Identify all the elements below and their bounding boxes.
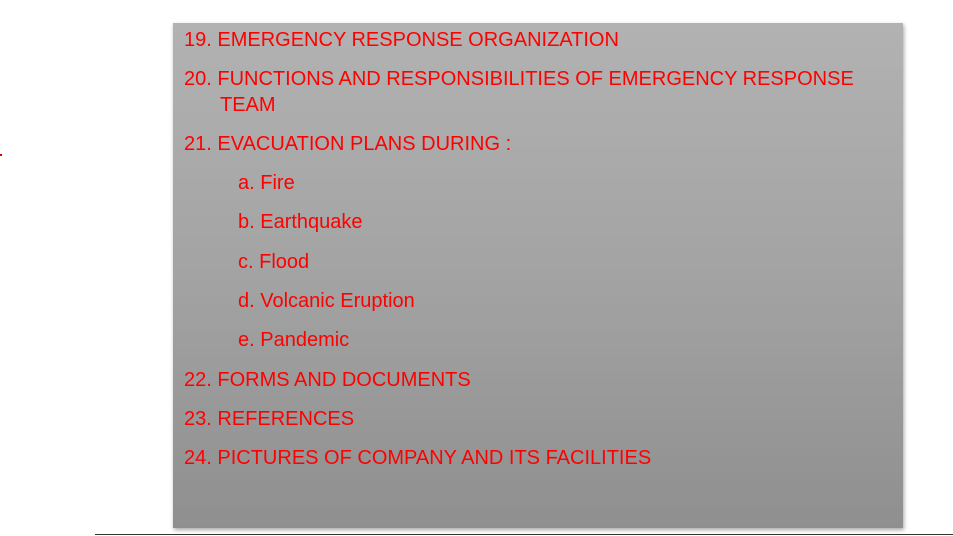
subitem-text: Pandemic bbox=[260, 329, 350, 351]
item-text: EVACUATION PLANS DURING : bbox=[217, 133, 512, 155]
item-number: 24. bbox=[184, 447, 212, 469]
toc-item-24 bbox=[184, 446, 651, 471]
bottom-divider bbox=[95, 534, 953, 535]
stray-dot bbox=[0, 154, 2, 156]
subitem-pandemic bbox=[238, 328, 349, 353]
toc-item-22 bbox=[184, 368, 471, 393]
subitem-letter: a. bbox=[238, 172, 255, 194]
item-text: EMERGENCY RESPONSE ORGANIZATION bbox=[217, 29, 619, 51]
toc-item-19 bbox=[184, 28, 619, 53]
toc-item-21 bbox=[184, 132, 511, 157]
item-text: PICTURES OF COMPANY AND ITS FACILITIES bbox=[217, 447, 652, 469]
item-number: 20. bbox=[184, 68, 212, 90]
item-text: FORMS AND DOCUMENTS bbox=[217, 369, 471, 391]
item-text-continuation: TEAM bbox=[220, 94, 276, 116]
subitem-earthquake bbox=[238, 210, 363, 235]
subitem-volcanic-eruption bbox=[238, 289, 415, 314]
subitem-letter: e. bbox=[238, 329, 255, 351]
item-text: FUNCTIONS AND RESPONSIBILITIES OF EMERGENCY RESPONSE bbox=[217, 68, 854, 90]
item-number: 22. bbox=[184, 369, 212, 391]
subitem-text: Fire bbox=[260, 172, 295, 194]
subitem-text: Volcanic Eruption bbox=[260, 290, 415, 312]
subitem-text: Flood bbox=[259, 251, 310, 273]
toc-item-20-continuation bbox=[220, 93, 276, 118]
subitem-flood bbox=[238, 250, 309, 275]
subitem-letter: c. bbox=[238, 251, 254, 273]
toc-item-23 bbox=[184, 407, 354, 432]
item-number: 23. bbox=[184, 408, 212, 430]
subitem-fire bbox=[238, 171, 295, 196]
item-number: 21. bbox=[184, 133, 212, 155]
item-number: 19. bbox=[184, 29, 212, 51]
toc-item-20 bbox=[184, 67, 854, 92]
subitem-letter: d. bbox=[238, 290, 255, 312]
subitem-text: Earthquake bbox=[260, 211, 363, 233]
subitem-letter: b. bbox=[238, 211, 255, 233]
item-text: REFERENCES bbox=[217, 408, 355, 430]
